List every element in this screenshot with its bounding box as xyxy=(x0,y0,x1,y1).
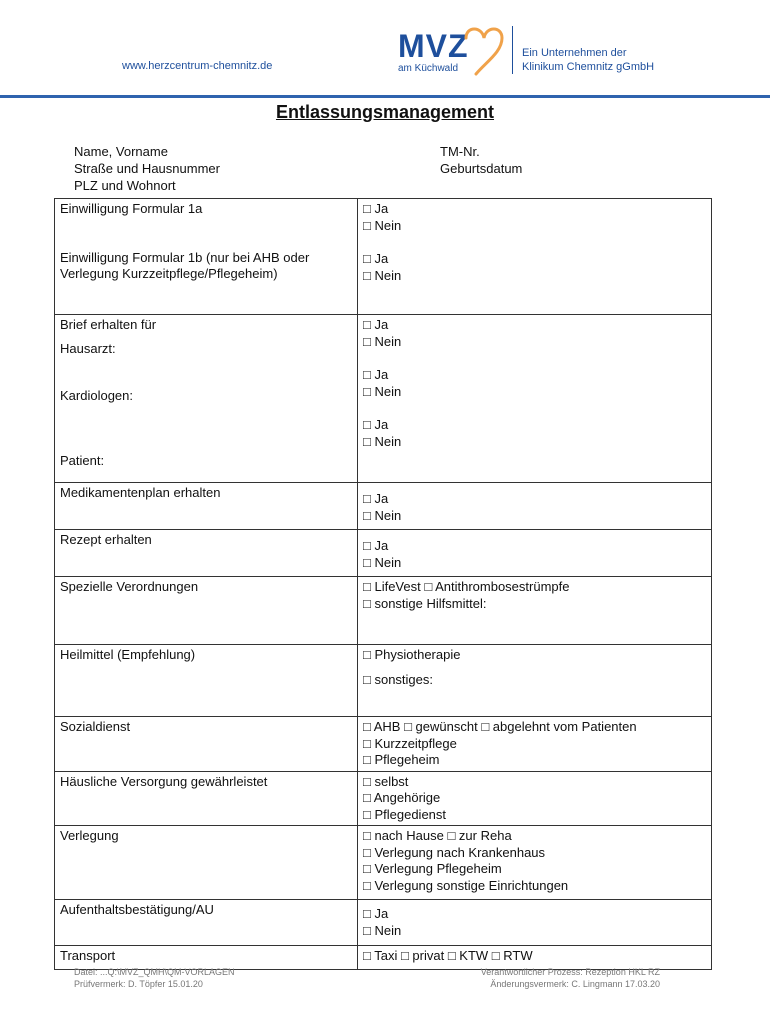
question-cell xyxy=(55,199,358,315)
question-cell: Häusliche Versorgung gewährleistet xyxy=(55,771,358,826)
question-consent-1b: Einwilligung Formular 1b (nur bei AHB oder Verlegung Kurzzeitpflege/Pflegeheim) xyxy=(60,249,310,281)
answer-cell xyxy=(358,826,712,900)
question-letter: Brief erhalten für xyxy=(60,317,157,332)
answer-cell xyxy=(358,717,712,772)
checkbox-nursing-service[interactable]: □ Pflegedienst xyxy=(363,806,447,822)
checkbox-care-home[interactable]: □ Verlegung Pflegeheim xyxy=(363,861,502,876)
answer-cell xyxy=(358,900,712,946)
checkbox-ja[interactable]: □ Ja xyxy=(363,317,389,332)
question-cell: Aufenthaltsbestätigung/AU xyxy=(55,900,358,946)
footer-responsible: Verantwortlicher Prozess: Rezeption HKL RZ xyxy=(480,967,660,977)
checkbox-ja[interactable]: □ Ja xyxy=(363,538,389,553)
question-cell: Heilmittel (Empfehlung) xyxy=(55,645,358,717)
answer-cell xyxy=(358,483,712,530)
field-birthdate[interactable]: Geburtsdatum xyxy=(440,161,523,176)
discharge-form-table xyxy=(54,198,712,970)
checkbox-relatives[interactable]: □ Angehörige xyxy=(363,790,441,805)
label-kardiologen: Kardiologen: xyxy=(60,388,133,403)
row-home-care xyxy=(55,771,712,826)
answer-cell xyxy=(358,315,712,483)
checkbox-lifevest[interactable]: □ LifeVest □ Antithrombosestrümpfe xyxy=(363,579,570,594)
checkbox-ja[interactable]: □ Ja xyxy=(363,906,389,921)
checkbox-ja[interactable]: □ Ja xyxy=(363,491,389,506)
checkbox-other-facility[interactable]: □ Verlegung sonstige Einrichtungen xyxy=(363,877,569,893)
label-hausarzt: Hausarzt: xyxy=(60,340,116,356)
checkbox-home-rehab[interactable]: □ nach Hause □ zur Reha xyxy=(363,828,512,843)
question-cell: Spezielle Verordnungen xyxy=(55,577,358,645)
answer-cell xyxy=(358,199,712,315)
page-header xyxy=(0,0,770,98)
checkbox-hospital[interactable]: □ Verlegung nach Krankenhaus xyxy=(363,844,546,860)
website-link[interactable]: www.herzcentrum-chemnitz.de xyxy=(122,60,273,72)
heart-logo-icon xyxy=(460,24,506,76)
checkbox-nein[interactable]: □ Nein xyxy=(363,433,402,449)
checkbox-nursing-home[interactable]: □ Pflegeheim xyxy=(363,752,440,767)
checkbox-physiotherapy[interactable]: □ Physiotherapie xyxy=(363,647,461,662)
row-letter xyxy=(55,315,712,483)
field-tm-nr[interactable]: TM-Nr. xyxy=(440,144,480,159)
question-cell: Transport xyxy=(55,946,358,970)
company-line-2: Klinikum Chemnitz gGmbH xyxy=(522,61,655,73)
checkbox-ja[interactable]: □ Ja xyxy=(363,251,389,266)
field-name[interactable]: Name, Vorname xyxy=(74,144,168,159)
checkbox-other-aids[interactable]: □ sonstige Hilfsmittel: xyxy=(363,595,487,611)
row-prescription xyxy=(55,530,712,577)
checkbox-ja[interactable]: □ Ja xyxy=(363,201,389,216)
row-medication-plan xyxy=(55,483,712,530)
checkbox-other[interactable]: □ sonstiges: xyxy=(363,671,433,687)
checkbox-nein[interactable]: □ Nein xyxy=(363,267,402,283)
question-cell xyxy=(55,315,358,483)
footer-check-note: Prüfvermerk: D. Töpfer 15.01.20 xyxy=(74,979,203,989)
checkbox-short-term-care[interactable]: □ Kurzzeitpflege xyxy=(363,735,457,751)
field-street[interactable]: Straße und Hausnummer xyxy=(74,161,220,176)
row-special-prescriptions xyxy=(55,577,712,645)
document-title: Entlassungsmanagement xyxy=(275,102,495,122)
patient-fields-left xyxy=(74,143,220,194)
checkbox-ahb[interactable]: □ AHB □ gewünscht □ abgelehnt vom Patienten xyxy=(363,719,637,734)
footer-file-path: Datei: ...Q:\MVZ_QMH\QM-VORLAGEN xyxy=(74,967,235,977)
checkbox-ja[interactable]: □ Ja xyxy=(363,417,389,432)
patient-fields-right xyxy=(440,143,522,177)
question-cell: Verlegung xyxy=(55,826,358,900)
company-line-1: Ein Unternehmen der xyxy=(522,47,627,59)
question-cell: Rezept erhalten xyxy=(55,530,358,577)
checkbox-nein[interactable]: □ Nein xyxy=(363,383,402,399)
mvz-logo-subtitle: am Küchwald xyxy=(398,63,459,74)
footer-file-info xyxy=(74,966,235,990)
answer-cell xyxy=(358,577,712,645)
checkbox-nein[interactable]: □ Nein xyxy=(363,507,402,523)
question-cell: Medikamentenplan erhalten xyxy=(55,483,358,530)
row-consent xyxy=(55,199,712,315)
row-transfer xyxy=(55,826,712,900)
answer-cell xyxy=(358,645,712,717)
footer-change-note: Änderungsvermerk: C. Lingmann 17.03.20 xyxy=(490,979,660,989)
mvz-logo-text: MVZ xyxy=(398,28,469,64)
label-patient: Patient: xyxy=(60,452,105,468)
checkbox-nein[interactable]: □ Nein xyxy=(363,333,402,349)
answer-cell xyxy=(358,530,712,577)
checkbox-nein[interactable]: □ Nein xyxy=(363,217,402,233)
checkbox-nein[interactable]: □ Nein xyxy=(363,554,402,570)
logo-divider xyxy=(512,26,513,74)
question-cell: Sozialdienst xyxy=(55,717,358,772)
checkbox-nein[interactable]: □ Nein xyxy=(363,922,402,938)
answer-cell xyxy=(358,771,712,826)
checkbox-self[interactable]: □ selbst xyxy=(363,773,409,789)
company-name xyxy=(522,46,654,74)
row-stay-confirmation xyxy=(55,900,712,946)
checkbox-ja[interactable]: □ Ja xyxy=(363,367,389,382)
footer-process-info xyxy=(454,966,660,990)
row-remedies xyxy=(55,645,712,717)
row-social-service xyxy=(55,717,712,772)
question-consent-1a: Einwilligung Formular 1a xyxy=(60,201,203,216)
field-city[interactable]: PLZ und Wohnort xyxy=(74,178,176,193)
checkbox-transport-options[interactable]: □ Taxi □ privat □ KTW □ RTW xyxy=(363,948,533,963)
header-rule xyxy=(0,95,770,98)
